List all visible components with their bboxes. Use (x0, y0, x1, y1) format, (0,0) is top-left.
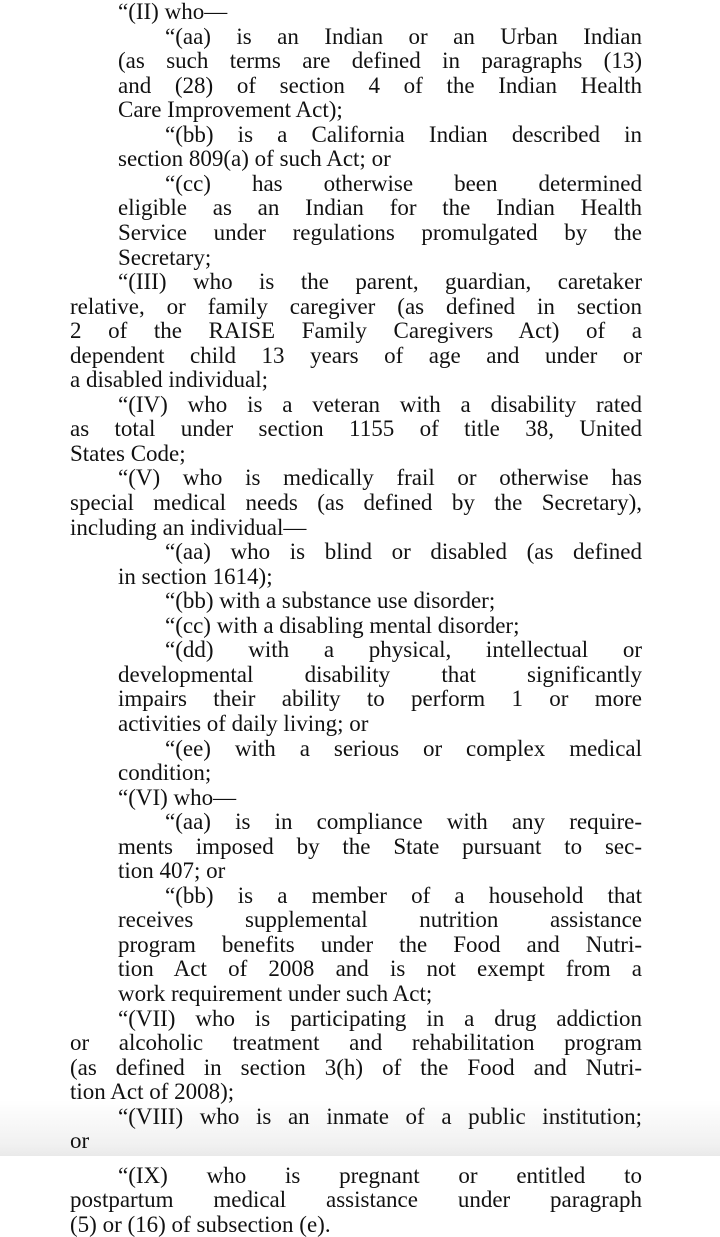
text-line: including an individual— (70, 514, 307, 540)
text-line: tion 407; or (118, 858, 226, 884)
text-line: and (28) of section 4 of the Indian Health (118, 73, 642, 98)
text-line: work requirement under such Act; (118, 981, 433, 1006)
text-line: or (70, 1128, 90, 1154)
text-line: (5) or (16) of subsection (e). (70, 1211, 331, 1237)
text-line: “(bb) is a California Indian described in (165, 122, 642, 147)
text-line: “(dd) with a physical, intellectual or (165, 638, 642, 663)
text-line: “(bb) is a member of a household that (165, 883, 642, 908)
text-line: (as defined in section 3(h) of the Food and Nutri- (70, 1055, 642, 1080)
text-line: tion Act of 2008); (70, 1079, 235, 1105)
text-line: Secretary; (118, 244, 212, 270)
text-line: “(III) who is the parent, guardian, caretaker (118, 270, 642, 295)
text-line: or alcoholic treatment and rehabilitation program (70, 1031, 642, 1056)
text-line: special medical needs (as defined by the Secretary), (70, 491, 642, 515)
text-line: “(aa) who is blind or disabled (as defined (165, 540, 642, 565)
text-line: “(aa) is an Indian or an Urban Indian (165, 24, 642, 49)
text-line: eligible as an Indian for the Indian Health (118, 196, 642, 221)
text-line: Care Improvement Act); (118, 97, 343, 123)
text-line: “(cc) with a disabling mental disorder; (165, 612, 520, 638)
text-line: as total under section 1155 of title 38, United (70, 417, 642, 442)
text-line: “(aa) is in compliance with any require- (165, 810, 642, 835)
text-line: “(bb) with a substance use disorder; (165, 588, 496, 614)
text-line: ments imposed by the State pursuant to sec- (118, 834, 642, 859)
text-line: impairs their ability to perform 1 or more (118, 687, 642, 712)
text-line: States Code; (70, 440, 186, 466)
text-line: section 809(a) of such Act; or (118, 146, 391, 172)
text-line: “(V) who is medically frail or otherwise has (118, 466, 642, 491)
text-line: tion Act of 2008 and is not exempt from a (118, 957, 642, 982)
text-line: developmental disability that significantly (118, 662, 642, 687)
text-line: Service under regulations promulgated by the (118, 220, 642, 245)
text-line: (as such terms are defined in paragraphs (13) (118, 49, 642, 74)
text-line: receives supplemental nutrition assistance (118, 908, 642, 933)
text-line: in section 1614); (118, 563, 273, 589)
text-line: a disabled individual; (70, 367, 269, 393)
text-line: “(VIII) who is an inmate of a public institution; (118, 1104, 642, 1129)
text-line: “(VII) who is participating in a drug addiction (118, 1006, 642, 1031)
text-line: “(IV) who is a veteran with a disability rated (118, 392, 642, 417)
text-line: 2 of the RAISE Family Caregivers Act) of a (70, 319, 642, 344)
text-line: “(II) who— (118, 0, 228, 24)
text-line: condition; (118, 760, 212, 786)
text-line: dependent child 13 years of age and under or (70, 343, 642, 368)
text-line: program benefits under the Food and Nutri- (118, 932, 642, 957)
text-line: postpartum medical assistance under paragraph (70, 1188, 642, 1213)
text-line: relative, or family caregiver (as defined in section (70, 294, 642, 319)
text-line: “(VI) who— (118, 784, 237, 810)
text-line: activities of daily living; or (118, 710, 369, 736)
text-line: “(ee) with a serious or complex medical (165, 736, 642, 761)
text-line: “(IX) who is pregnant or entitled to (118, 1163, 642, 1188)
text-line: “(cc) has otherwise been determined (165, 171, 642, 196)
